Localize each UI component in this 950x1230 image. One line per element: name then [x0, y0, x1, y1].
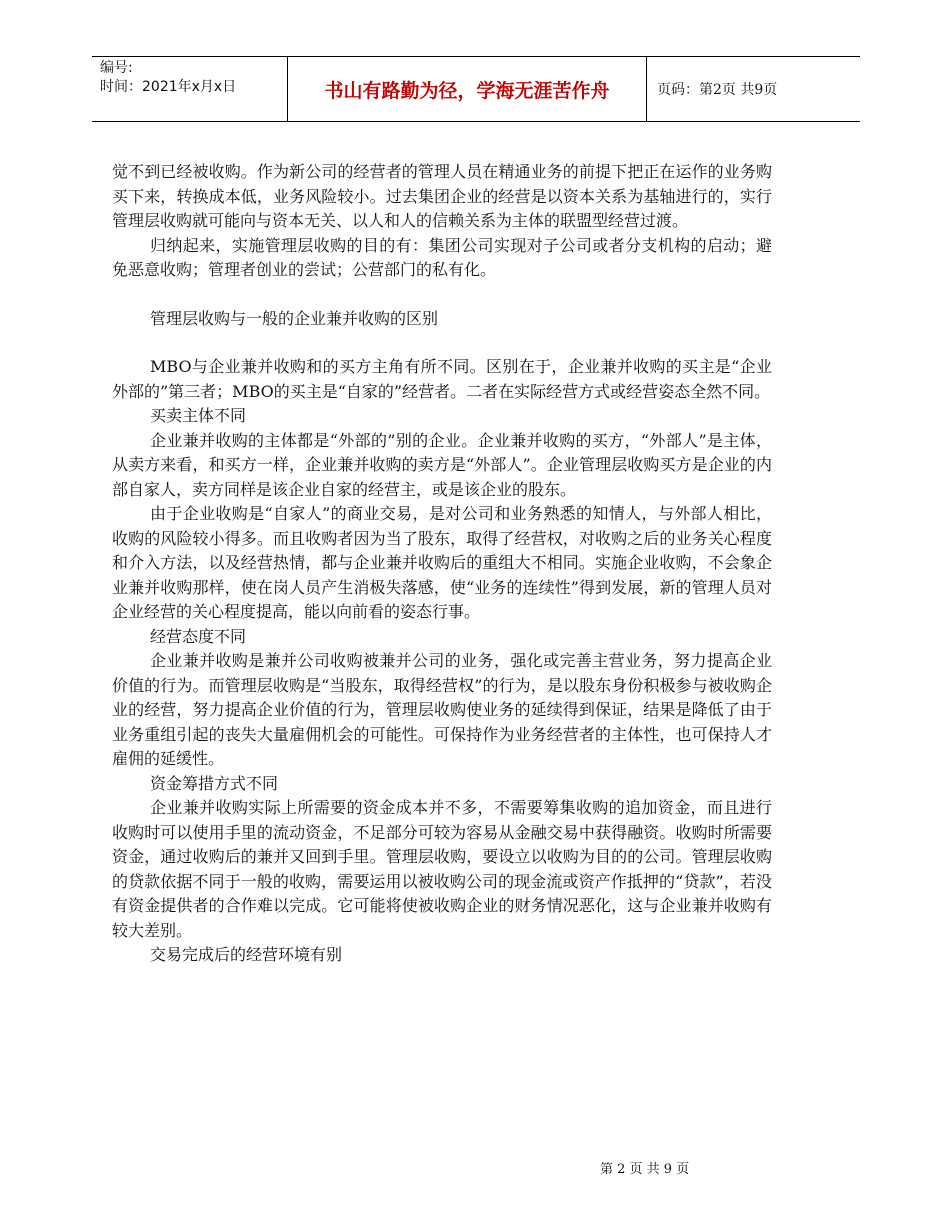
section-heading: 管理层收购与一般的企业兼并收购的区别 [150, 308, 439, 328]
time-label: 时间：2021年x月x日 [100, 79, 237, 95]
page-header [92, 56, 860, 122]
paragraph: 由于企业收购是“自家人”的商业交易，是对公司和业务熟悉的知情人，与外部人相比，收购的风险较小得多。而且收购者因为当了股东，取得了经营权，对收购之后的业务关心程度和介入方法，以及经营热情，都与企业兼并收购后的重组大不相同。实施企业收购，不会象企业兼并收购那样，使在岗人员产生消极失落感，使“业务的连续性”得到发展，新的管理人员对企业经营的关心程度提高，能以向前看的姿态行事。 [112, 504, 772, 621]
subheading: 经营态度不同 [150, 626, 247, 646]
header-motto: 书山有路勤为径，学海无涯苦作舟 [287, 57, 647, 121]
page-footer: 第 2 页 共 9 页 [600, 1162, 690, 1177]
paragraph: 企业兼并收购的主体都是“外部的”别的企业。企业兼并收购的买方，“外部人”是主体，从卖方来看，和买方一样，企业兼并收购的卖方是“外部人”。企业管理层收购买方是企业的内部自家人，卖方同样是该企业自家的经营主，或是该企业的股东。 [112, 430, 772, 499]
subheading: 资金筹措方式不同 [150, 773, 279, 793]
paragraph: 归纳起来，实施管理层收购的目的有：集团公司实现对子公司或者分支机构的启动；避免恶意收购；管理者创业的尝试；公营部门的私有化。 [112, 235, 772, 279]
paragraph: 企业兼并收购是兼并公司收购被兼并公司的业务，强化或完善主营业务，努力提高企业价值的行为。而管理层收购是“当股东，取得经营权”的行为，是以股东身份积极参与被收购企业的经营，努力提高企业价值的行为，管理层收购使业务的延续得到保证，结果是降低了由于业务重组引起的丧失大量雇佣机会的可能性。可保持作为业务经营者的主体性，也可保持人才雇佣的延缓性。 [112, 651, 772, 768]
paragraph: MBO与企业兼并收购和的买方主角有所不同。区别在于，企业兼并收购的买主是“企业外部的”第三者；MBO的买主是“自家的”经营者。二者在实际经营方式或经营姿态全然不同。 [112, 357, 772, 401]
paragraph: 企业兼并收购实际上所需要的资金成本并不多，不需要筹集收购的追加资金，而且进行收购时可以使用手里的流动资金，不足部分可较为容易从金融交易中获得融资。收购时所需要资金，通过收购后的兼并又回到手里。管理层收购，要设立以收购为目的的公司。管理层收购的贷款依据不同于一般的收购，需要运用以被收购公司的现金流或资产作抵押的“贷款”，若没有资金提供者的合作难以完成。它可能将使被收购企业的财务情况恶化，这与企业兼并收购有较大差别。 [112, 798, 772, 940]
header-meta [100, 59, 236, 97]
header-page-info: 页码：第2页 共9页 [657, 82, 778, 98]
number-label: 编号: [100, 60, 133, 76]
subheading: 交易完成后的经营环境有别 [150, 945, 343, 964]
document-body [112, 160, 772, 968]
subheading: 买卖主体不同 [150, 406, 247, 425]
paragraph: 觉不到已经被收购。作为新公司的经营者的管理人员在精通业务的前提下把正在运作的业务购买下来，转换成本低，业务风险较小。过去集团企业的经营是以资本关系为基轴进行的，实行管理层收购就可能向与资本无关、以人和人的信赖关系为主体的联盟型经营过渡。 [112, 162, 772, 230]
